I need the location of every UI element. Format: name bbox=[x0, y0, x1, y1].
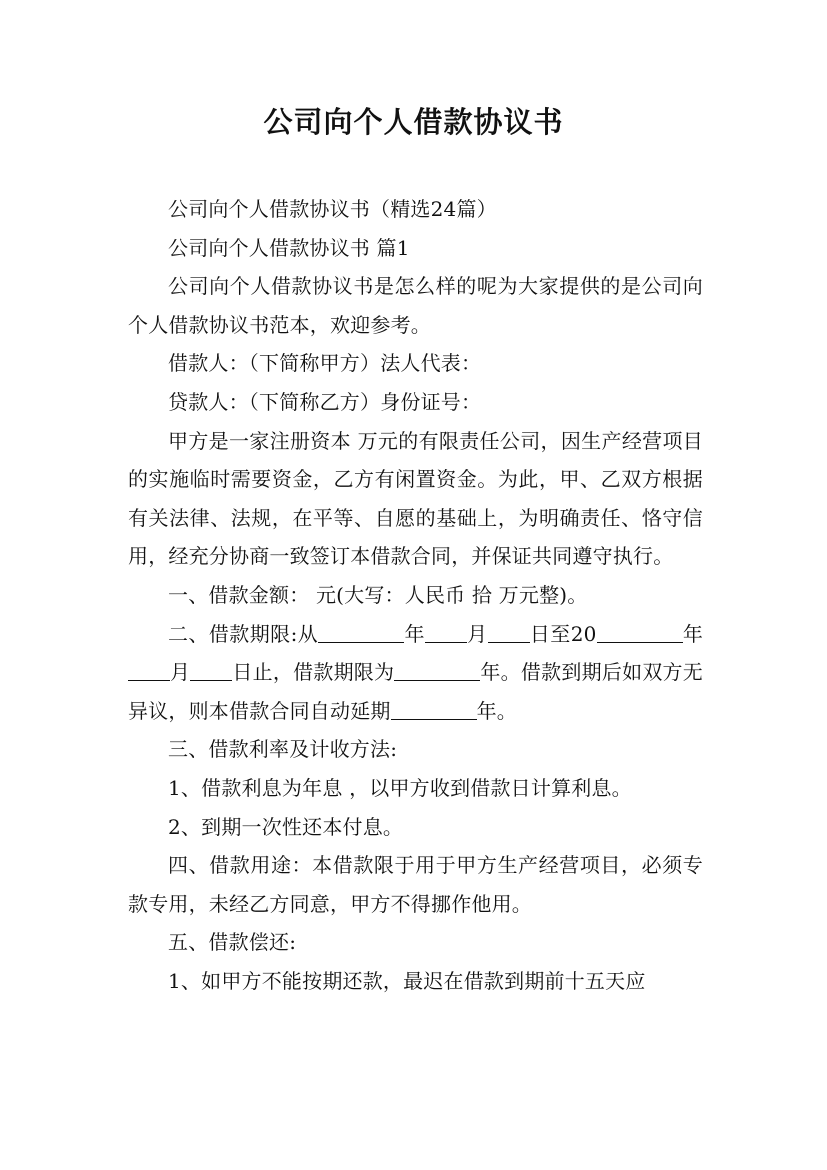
fill-blank bbox=[425, 622, 467, 643]
paragraph: 借款人：（下简称甲方）法人代表： bbox=[168, 351, 482, 376]
paragraph: 一、借款金额： 元(大写：人民币 拾 万元整)。 bbox=[168, 582, 588, 607]
paragraph: 三、借款利率及计收方法: bbox=[168, 737, 398, 762]
term-text: 日至20 bbox=[529, 621, 597, 646]
term-text: 年 bbox=[682, 621, 704, 646]
fill-blank bbox=[128, 660, 170, 681]
paragraph: 四、借款用途：本借款限于用于甲方生产经营项目，必须专款专用，未经乙方同意，甲方不得挪作他用。 bbox=[128, 853, 703, 916]
paragraph: 公司向个人借款协议书 篇1 bbox=[168, 235, 410, 260]
paragraph: 甲方是一家注册资本 万元的有限责任公司，因生产经营项目的实施临时需要资金，乙方有闲置资金。为此，甲、乙双方根据有关法律、法规，在平等、自愿的基础上，为明确责任、恪守信用，经充分协商一致签订本借款合同，并保证共同遵守执行。 bbox=[128, 428, 703, 569]
paragraph: 公司向个人借款协议书是怎么样的呢为大家提供的是公司向个人借款协议书范本，欢迎参考。 bbox=[128, 274, 703, 337]
paragraph: 公司向个人借款协议书（精选24篇） bbox=[168, 197, 497, 221]
paragraph: 贷款人：（下简称乙方）身份证号： bbox=[168, 389, 482, 414]
paragraph: 1、借款利息为年息 ，以甲方收到借款日计算利息。 bbox=[168, 775, 632, 800]
fill-blank bbox=[190, 660, 232, 681]
paragraph: 1、如甲方不能按期还款，最迟在借款到期前十五天应 bbox=[168, 968, 646, 993]
document-title: 公司向个人借款协议书 bbox=[263, 105, 564, 139]
term-text: 月 bbox=[466, 621, 488, 646]
fill-blank bbox=[318, 622, 404, 643]
term-text: 年 bbox=[404, 621, 425, 646]
term-text: 月 bbox=[170, 660, 191, 685]
document-body bbox=[128, 190, 703, 1000]
term-text: 年。借款到期后如双方无异议，则本借款合同自动延期 bbox=[128, 660, 704, 723]
fill-blank bbox=[391, 699, 477, 720]
fill-blank bbox=[597, 622, 683, 643]
fill-blank bbox=[488, 622, 530, 643]
term-text: 二、借款期限:从 bbox=[168, 621, 319, 646]
paragraph: 2、到期一次性还本付息。 bbox=[168, 814, 404, 839]
fill-blank bbox=[394, 660, 480, 681]
term-text: 年。 bbox=[476, 698, 518, 723]
paragraph: 五、借款偿还: bbox=[168, 930, 297, 955]
loan-term-paragraph bbox=[128, 615, 703, 731]
term-text: 日止，借款期限为 bbox=[232, 660, 395, 685]
